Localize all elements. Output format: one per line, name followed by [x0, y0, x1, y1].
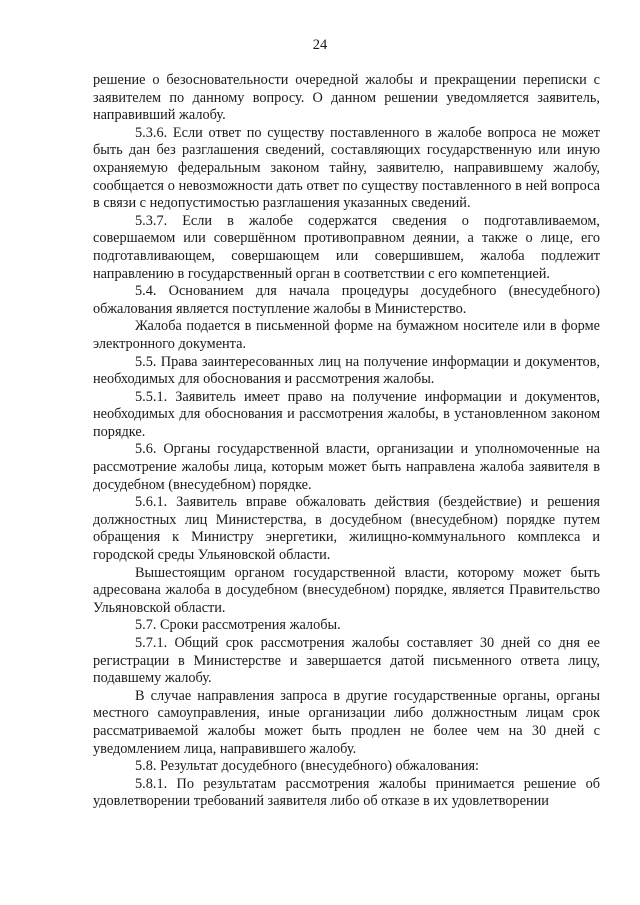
document-body [93, 72, 600, 811]
paragraph: решение о безосновательности очередной жалобы и прекращении переписки с заявителем по данному вопросу. О данном решении уведомляется заявитель, направивший жалобу. [93, 72, 600, 124]
paragraph: 5.3.7. Если в жалобе содержатся сведения о подготавливаемом, совершаемом или совершённом противоправном деянии, а также о лице, его подготавливающем, совершающем или совершившем, жалоба подлежит направлению в государственный орган в соответствии с его компетенцией. [93, 212, 600, 282]
paragraph: Вышестоящим органом государственной власти, которому может быть адресована жалоба в досудебном (внесудебном) порядке, является Правительство Ульяновской области. [93, 564, 600, 616]
paragraph: В случае направления запроса в другие государственные органы, органы местного самоуправления, иные организации либо должностным лицам срок рассматриваемой жалобы может быть продлен не более чем на 30 дней с уведомлением лица, направившего жалобу. [93, 687, 600, 757]
paragraph: 5.7. Сроки рассмотрения жалобы. [135, 617, 341, 634]
page-number: 24 [312, 37, 328, 53]
paragraph: 5.8.1. По результатам рассмотрения жалобы принимается решение об удовлетворении требований заявителя либо об отказе в их удовлетворении [93, 775, 600, 810]
paragraph: 5.8. Результат досудебного (внесудебного) обжалования: [135, 758, 480, 775]
paragraph: 5.6.1. Заявитель вправе обжаловать действия (бездействие) и решения должностных лиц Министерства, в досудебном (внесудебном) порядке путем обращения к Министру энергетики, жилищно-коммунального комплекса и городской среды Ульяновской области. [93, 494, 600, 564]
paragraph: 5.4. Основанием для начала процедуры досудебного (внесудебного) обжалования является поступление жалобы в Министерство. [93, 283, 600, 317]
paragraph: 5.7.1. Общий срок рассмотрения жалобы составляет 30 дней со дня ее регистрации в Министерстве и завершается датой письменного ответа лицу, подавшему жалобу. [93, 635, 600, 687]
paragraph: 5.3.6. Если ответ по существу поставленного в жалобе вопроса не может быть дан без разглашения сведений, составляющих государственную или иную охраняемую федеральным законом тайну, заявителю, направившему жалобу, сообщается о невозможности дать ответ по существу поставленного в ней вопроса в связи с недопустимостью разглашения указанных сведений. [93, 124, 600, 212]
paragraph: Жалоба подается в письменной форме на бумажном носителе или в форме электронного документа. [93, 318, 600, 352]
paragraph: 5.6. Органы государственной власти, организации и уполномоченные на рассмотрение жалобы лица, которым может быть направлена жалоба заявителя в досудебном (внесудебном) порядке. [93, 441, 600, 493]
paragraph: 5.5. Права заинтересованных лиц на получение информации и документов, необходимых для обоснования и рассмотрения жалобы. [93, 353, 600, 388]
paragraph: 5.5.1. Заявитель имеет право на получение информации и документов, необходимых для обоснования и рассмотрения жалобы, в установленном законом порядке. [93, 388, 600, 440]
